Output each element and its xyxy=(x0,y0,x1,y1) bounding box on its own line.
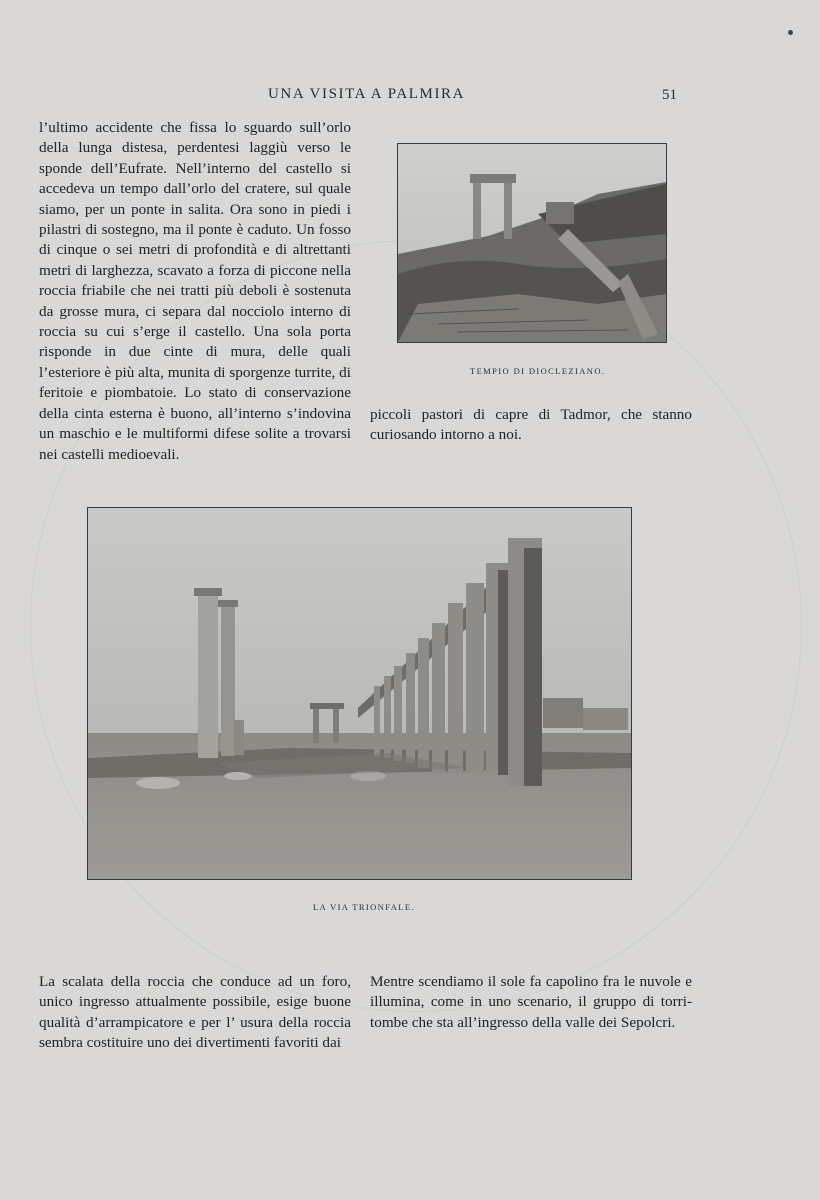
paragraph: piccoli pastori di capre di Tadmor, che stanno curiosando intorno a noi. xyxy=(370,406,692,444)
page-number: 51 xyxy=(662,87,677,103)
temple-photo xyxy=(397,143,667,343)
text-column-left-bottom xyxy=(39,972,351,1054)
text-column-right-bottom xyxy=(370,972,692,1033)
running-title: UNA VISITA A PALMIRA xyxy=(268,86,466,102)
via-caption: LA VIA TRIONFALE. xyxy=(313,902,415,912)
temple-caption: TEMPIO DI DIOCLEZIANO. xyxy=(470,366,606,376)
text-column-right-top xyxy=(370,405,692,446)
via-trionfale-photo xyxy=(87,507,632,880)
text-column-left-top xyxy=(39,118,351,465)
paragraph: La scalata della roccia che conduce ad un foro, unico ingresso attualmente possibile, esige buone qualità d’arrampicatore e per l’ usura della roccia sembra costituire uno dei divertimenti favoriti dai xyxy=(39,973,351,1052)
via-trionfale-drawing xyxy=(88,508,631,879)
paragraph: l’ultimo accidente che fissa lo sguardo sull’orlo della lunga distesa, perdentesi laggiù verso le sponde dell’Eufrate. Nell’interno del castello si accedeva un tempo dall’orlo del cratere, sul quale siamo, per un ponte in salita. Ora sono in piedi i pilastri di sostegno, ma il ponte è caduto. Un fosso di cinque o sei metri di profondità e di altrettanti metri di larghezza, scavato a forza di piccone nella roccia friabile che nei tratti più deboli è sostenuta da grosse mura, ci separa dal nocciolo interno di roccia su cui s’erge il castello. Una sola porta risponde in due cinte di mura, delle quali l’esteriore è più alta, munita di sporgenze turrite, di feritoie e piombatoie. Lo stato di conservazione della cinta esterna è buono, all’interno s’indovina un maschio e le multiformi difese solite a trovarsi nei castelli medioevali. xyxy=(39,119,351,463)
paragraph: Mentre scendiamo il sole fa capolino fra le nuvole e illumina, come in uno scenario, il gruppo di torri-tombe che sta all’ingresso della valle dei Sepolcri. xyxy=(370,973,692,1031)
page-speck xyxy=(788,30,793,35)
temple-photo-drawing xyxy=(398,144,666,342)
